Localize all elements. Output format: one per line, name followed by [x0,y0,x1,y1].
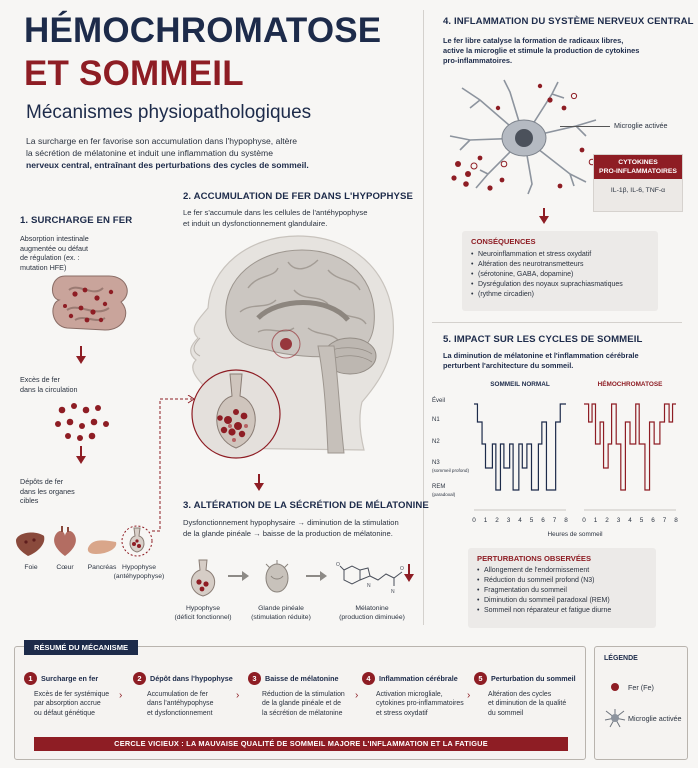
section3-title: 3. ALTÉRATION DE LA SÉCRÉTION DE MÉLATONINE [183,500,429,511]
x-tick-label: 0 [472,517,476,524]
step-desc-line: Accumulation de fer [147,691,208,698]
microglia-pointer [560,126,610,127]
decrease-arrow-icon [404,574,414,582]
iron-dot-icon [611,683,619,691]
step-desc-line: par absorption accrue [34,700,101,708]
series-title: HÉMOCHROMATOSE [597,381,663,388]
step-desc-line: dans l'antéhypophyse [147,700,214,708]
section4-text [443,36,683,66]
perturbation-item: • Sommeil non réparateur et fatigue diurne [477,606,647,616]
consequence-item: • Altération des neurotransmetteurs [471,260,649,270]
x-tick-label: 7 [552,517,557,524]
x-tick-label: 3 [506,517,511,524]
step-desc-line: et stress oxydatif [376,709,428,717]
step-number-badge: 3 [248,672,261,685]
section2-text [183,208,413,229]
title-line2: ET SOMMEIL [24,54,244,93]
cytokines-list: IL-1β, IL-6, TNF-α [610,187,666,194]
perturbation-item: • Fragmentation du sommeil [477,586,647,596]
summary-item-2 [133,672,243,718]
melatonin-label [334,605,410,622]
step-title: Surcharge en fer [41,674,99,683]
hypophysis-name: Hypophyse [185,605,220,612]
grey-arrow-head-icon [242,571,249,581]
x-tick-label: 8 [564,517,568,524]
intro-text [26,135,356,171]
pineal-name: Glande pinéale [258,605,304,612]
section5-line: perturbent l'architecture du sommeil. [443,361,574,370]
x-tick-label: 1 [483,517,488,524]
y-axis-label: (paradoxal) [432,492,456,497]
absorption-line: augmentée ou défaut [20,243,88,253]
section4-title: 4. INFLAMMATION DU SYSTÈME NERVEUX CENTRAL [443,16,694,27]
section3-text [183,518,423,539]
consequence-item-cont: • (sérotonine, GABA, dopamine) [471,270,649,280]
hypnogram-chart [428,372,690,542]
cytokines-title-line: CYTOKINES [618,159,658,166]
summary-chevron-icon: › [467,690,471,701]
microglia-icon [604,708,626,728]
deposits-line: Dépôts de fer [20,477,64,486]
absorption-line: mutation HFE) [20,262,67,272]
step-desc-line: et dysfonctionnement [147,709,213,717]
cytokines-box [593,154,683,212]
absorption-line: Absorption intestinale [20,234,89,243]
step-desc-line: et diminution de la qualité [488,700,567,708]
melatonin-molecule-icon [336,556,408,596]
melatonin-status: (production diminuée) [339,613,405,621]
organ-label-heart: Cœur [56,564,74,571]
organ-label-pancreas: Pancréas [87,564,117,571]
pineal-gland-icon [262,558,292,598]
step-description [147,690,243,718]
microglia-illustration [440,78,605,196]
section4-line: Le fer libre catalyse la formation de radicaux libres, [443,36,624,45]
pineal-status: (stimulation réduite) [251,613,311,621]
pituitary-inset-illustration [190,368,282,460]
y-axis-label: N3 [432,460,440,466]
section2-line: Le fer s'accumule dans les cellules de l'antéhypophyse [183,208,368,217]
summary-item-1 [24,672,124,718]
consequences-list [471,250,649,300]
y-axis-label: Éveil [432,398,446,404]
step-title: Baisse de mélatonine [265,674,339,683]
intro-line-3: nerveux central, entraînant des perturbations des cycles de sommeil. [26,160,309,170]
absorption-line: de régulation (ex. : [20,253,80,262]
microglia-label: Microglie activée [614,121,668,130]
step-desc-line: de la glande pinéale et de [262,700,341,708]
section2-line: et induit un dysfonctionnement glandulaire. [183,218,328,228]
step-number-badge: 1 [24,672,37,685]
perturbation-item: • Réduction du sommeil profond (N3) [477,576,647,586]
cytokines-title-line: PRO-INFLAMMATOIRES [599,168,677,175]
svg-text:N: N [367,583,371,589]
summary-chevron-icon: › [119,690,123,701]
heart-icon [52,526,78,558]
pineal-label [246,605,316,622]
liver-icon [14,530,46,558]
step-description [488,690,584,718]
step-description [262,690,363,718]
consequence-item: • Neuroinflammation et stress oxydatif [471,250,649,260]
step-desc-line: cytokines pro-inflammatoires [376,700,464,708]
step-desc-line: la sécrétion de mélatonine [262,709,343,717]
hypophysis-small-icon [186,558,220,598]
organ-label-pituitary: Hypophyse (antéhypophyse) [113,564,165,580]
step-number-badge: 4 [362,672,375,685]
section1-title: 1. SURCHARGE EN FER [20,215,133,226]
down-arrow-icon [76,456,86,464]
column-divider [423,10,424,625]
section5-title: 5. IMPACT SUR LES CYCLES DE SOMMEIL [443,334,643,345]
step-title: Dépôt dans l'hypophyse [150,674,233,683]
x-tick-label: 8 [674,517,678,524]
summary-item-3 [248,672,363,718]
hypophysis-label [170,605,236,622]
excess-line: Excès de fer [20,375,60,384]
perturbation-item: • Allongement de l'endormissement [477,566,647,576]
iron-particles-illustration [50,400,120,442]
normal-sleep-line [474,404,566,490]
step-desc-line: Réduction de la stimulation [262,691,345,698]
step-desc-line: Activation microgliale, [376,691,443,698]
x-tick-label: 3 [616,517,621,524]
subtitle: Mécanismes physiopathologiques [26,102,312,123]
svg-text:O: O [400,566,404,572]
down-arrow-icon [539,216,549,224]
x-tick-label: 0 [582,517,586,524]
perturbations-list [477,566,647,616]
organ-label-liver: Foie [24,564,38,571]
section5-text [443,351,683,371]
x-tick-label: 6 [651,517,655,524]
excess-line: dans la circulation [20,384,78,394]
summary-chevron-icon: › [355,690,359,701]
x-tick-label: 2 [495,517,499,524]
intestine-illustration [45,268,135,340]
right-section-divider [432,322,682,323]
deposits-text [20,477,75,506]
summary-title: RÉSUMÉ DU MÉCANISME [24,640,138,655]
intro-line-2: la sécrétion de mélatonine et induit une inflammation du système [26,148,273,158]
section4-line: pro-inflammatoires. [443,56,512,65]
consequence-item-cont: • (rythme circadien) [471,290,649,300]
vicious-circle-banner: CERCLE VICIEUX : LA MAUVAISE QUALITÉ DE SOMMEIL MAJORE L'INFLAMMATION ET LA FATIGUE [34,737,568,751]
perturbations-title: PERTURBATIONS OBSERVÉES [477,554,592,563]
step-title: Inflammation cérébrale [379,674,458,683]
y-axis-label: N2 [432,439,440,445]
summary-item-4 [362,672,480,718]
hypophysis-status: (déficit fonctionnel) [174,613,232,621]
consequences-title: CONSÉQUENCES [471,237,536,246]
summary-item-5 [474,672,584,718]
step-number-badge: 5 [474,672,487,685]
x-tick-label: 2 [605,517,609,524]
cytokines-header [594,155,682,179]
perturbation-item: • Diminution du sommeil paradoxal (REM) [477,596,647,606]
section3-line: de la glande pinéale → baisse de la production de mélatonine. [183,528,393,538]
step-desc-line: Altération des cycles [488,691,552,698]
y-axis-label: REM [432,484,446,490]
svg-text:N: N [391,589,395,595]
series-title: SOMMEIL NORMAL [490,381,550,388]
legend-title: LÉGENDE [604,655,638,662]
x-tick-label: 7 [662,517,667,524]
excess-text [20,375,78,394]
perturbations-box [468,548,656,628]
step-desc-line: du sommeil [488,709,524,717]
step-title: Perturbation du sommeil [491,674,576,683]
step-desc-line: ou défaut génétique [34,709,95,717]
step-desc-line: Excès de fer systémique [34,691,110,698]
x-tick-label: 5 [529,517,534,524]
section2-title: 2. ACCUMULATION DE FER DANS L'HYPOPHYSE [183,191,414,202]
consequences-box [462,231,658,311]
legend-iron-label: Fer (Fe) [628,683,654,692]
legend-panel [594,646,688,760]
consequence-item: • Dysrégulation des noyaux suprachiasmatiques [471,280,649,290]
step-number-badge: 2 [133,672,146,685]
pancreas-icon [86,536,118,556]
x-tick-label: 4 [518,517,522,524]
x-tick-label: 6 [541,517,545,524]
summary-chevron-icon: › [236,690,240,701]
melatonin-name: Mélatonine [355,605,389,612]
x-tick-label: 4 [628,517,632,524]
section5-line: La diminution de mélatonine et l'inflammation cérébrale [443,351,639,360]
x-axis-title: Heures de sommeil [547,531,603,538]
step-description [376,690,480,718]
legend-microglia-label: Microglie activée [628,714,682,723]
step-description [34,690,124,718]
intro-line-1: La surcharge en fer favorise son accumulation dans l'hypophyse, altère [26,136,298,146]
section3-line: Dysfonctionnement hypophysaire → diminution de la stimulation [183,518,399,527]
hemochromatosis-sleep-line [584,404,676,490]
y-axis-label: N1 [432,417,440,423]
deposits-line: dans les organes [20,486,75,496]
x-tick-label: 5 [639,517,644,524]
x-tick-label: 1 [593,517,598,524]
pituitary-icon [120,524,154,558]
down-arrow-icon [254,483,264,491]
deposits-line: cibles [20,496,39,505]
y-axis-label: (sommeil profond) [432,468,470,473]
section4-line: active la microglie et stimule la production de cytokines [443,46,640,55]
grey-arrow-head-icon [320,571,327,581]
down-arrow-icon [76,356,86,364]
title-line1: HÉMOCHROMATOSE [24,11,382,50]
absorption-text [20,234,105,272]
svg-text:O: O [336,562,340,568]
